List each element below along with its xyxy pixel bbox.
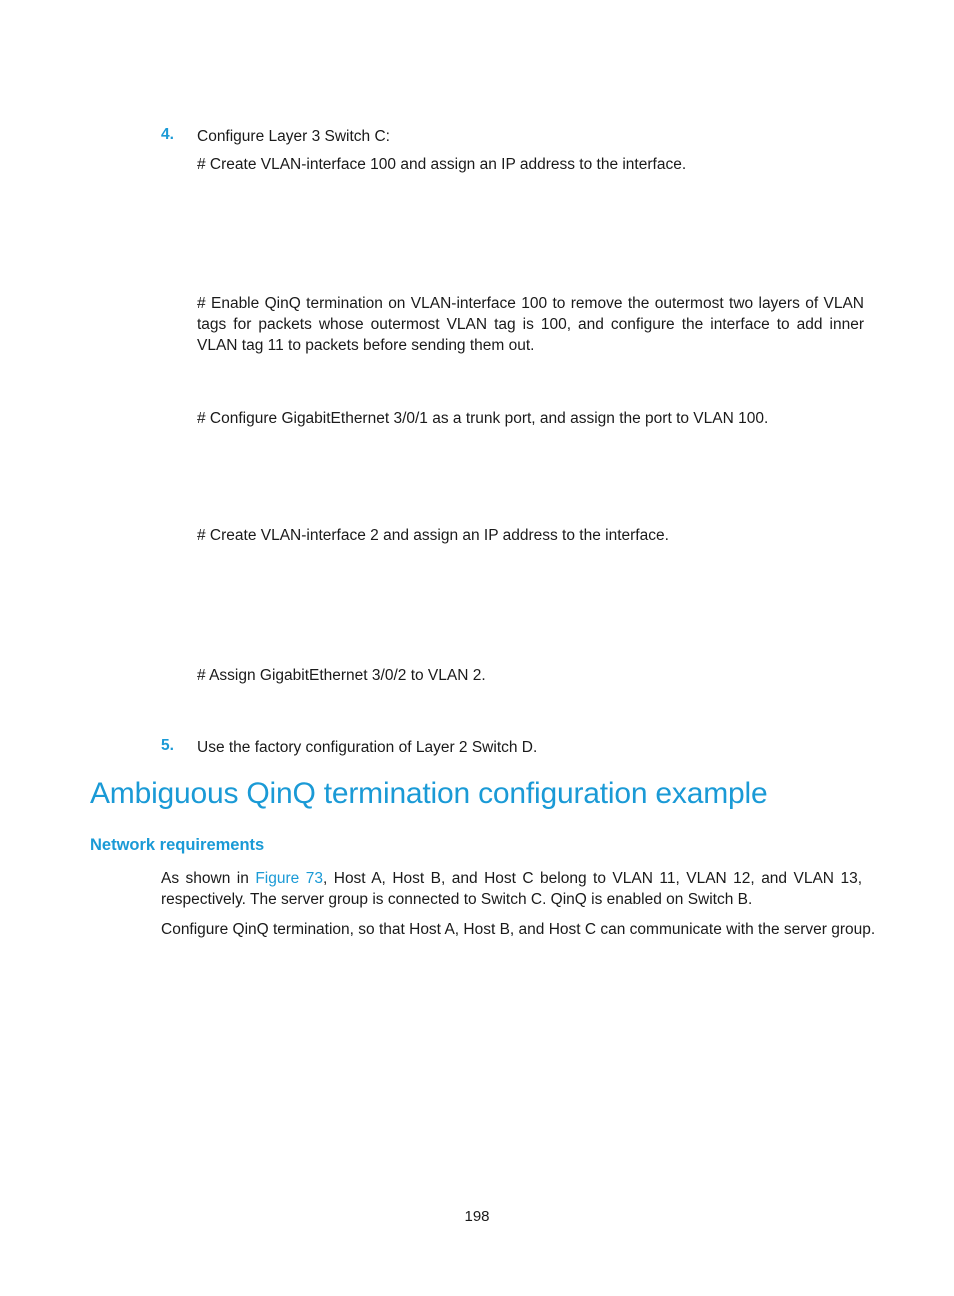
step-5-number: 5. bbox=[161, 737, 174, 754]
section-title: Ambiguous QinQ termination configuration example bbox=[90, 777, 768, 810]
comment-assign-port-vlan-2: # Assign GigabitEthernet 3/0/2 to VLAN 2. bbox=[197, 667, 486, 684]
step-5-text: Use the factory configuration of Layer 2 Switch D. bbox=[197, 739, 538, 756]
requirements-paragraph-1 bbox=[161, 868, 862, 910]
page-number: 198 bbox=[464, 1208, 490, 1225]
figure-73-link[interactable]: Figure 73 bbox=[255, 870, 323, 887]
requirements-text-before-link: As shown in bbox=[161, 870, 256, 887]
requirements-paragraph-2: Configure QinQ termination, so that Host A, Host B, and Host C can communicate with the server group. bbox=[161, 921, 876, 938]
requirements-text-after-link: , Host A, Host B, and Host C belong to VLAN 11, VLAN 12, and VLAN 13, respectively. The server group is connected to Switch C. QinQ is enabled on Switch B. bbox=[161, 870, 863, 908]
subsection-title: Network requirements bbox=[90, 836, 265, 854]
comment-create-vlan-interface-100: # Create VLAN-interface 100 and assign an IP address to the interface. bbox=[197, 156, 687, 173]
comment-configure-trunk-port: # Configure GigabitEthernet 3/0/1 as a trunk port, and assign the port to VLAN 100. bbox=[197, 410, 769, 427]
step-4-text: Configure Layer 3 Switch C: bbox=[197, 128, 390, 145]
comment-enable-qinq-termination: # Enable QinQ termination on VLAN-interface 100 to remove the outermost two layers of VLAN tags for packets whose outermost VLAN tag is 100, and configure the interface to add inner VLAN tag 11 to packets before sending them out. bbox=[197, 295, 864, 354]
step-4-number: 4. bbox=[161, 126, 174, 143]
comment-create-vlan-interface-2: # Create VLAN-interface 2 and assign an IP address to the interface. bbox=[197, 527, 669, 544]
